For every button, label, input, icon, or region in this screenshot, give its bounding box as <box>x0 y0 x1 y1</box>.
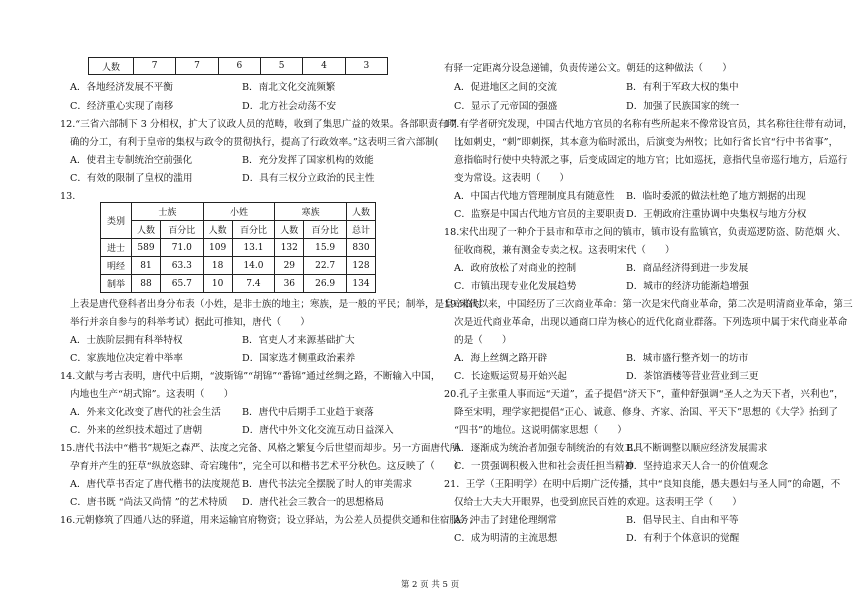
left-text-line: 16.元朝修筑了四通八达的驿道，用来运输官府物资；设立驿站，为公差人员提供交通和住宿服务； <box>60 515 479 526</box>
table-cell: 制举 <box>101 275 132 293</box>
table-cell: 109 <box>203 239 232 257</box>
right-text-line: 征收商税，兼有测金专卖之权。这表明宋代（ ） <box>454 245 675 256</box>
left-text-line: 内地也生产“胡式锦”。这表明（ ） <box>70 389 234 400</box>
right-text-line: C．市镇出现专业化发展趋势 <box>454 281 577 292</box>
left-text-line: D．唐代社会三教合一的思想格局 <box>242 497 385 508</box>
table-cell: 4 <box>303 58 345 75</box>
table-cell: 36 <box>275 275 304 293</box>
right-text-line: 变为常设。这表明（ ） <box>454 173 570 184</box>
table-cell: 18 <box>203 257 232 275</box>
left-text-line: C．唐书既 “尚法又尚情 ”的艺术特质 <box>70 497 228 508</box>
table-header-cell: 小姓 <box>203 203 275 221</box>
table-header-cell: 总计 <box>346 221 375 239</box>
right-text-line: 有驿一定距离分设急递铺，负责传递公文。朝廷的这种做法（ ） <box>444 63 732 74</box>
left-text-line: C．有效的限制了皇权的滥用 <box>70 173 193 184</box>
right-text-line: D．茶馆酒楼等营业营业到三更 <box>626 371 759 382</box>
left-text-line: C．家族地位决定着中举率 <box>70 353 183 364</box>
table-row <box>101 239 376 257</box>
table-cell: 88 <box>132 275 161 293</box>
table-cell: 81 <box>132 257 161 275</box>
left-text-line: A．外来文化改变了唐代的社会生活 <box>70 407 221 418</box>
table-cell: 132 <box>275 239 304 257</box>
table-cell: 589 <box>132 239 161 257</box>
table-cell: 明经 <box>101 257 132 275</box>
table-header-cell: 百分比 <box>232 221 275 239</box>
right-text-line: “四书”的地位。这说明儒家思想（ ） <box>454 425 627 436</box>
left-text-line: D．具有三权分立政治的民主性 <box>242 173 375 184</box>
left-text-line: 孕育并产生的狂草“纵放恣肆、奇宕瑰伟”，完全可以和楷书艺术平分秋色。这反映了（ ） <box>70 461 464 472</box>
right-text-line: 的是（ ） <box>454 335 512 346</box>
left-text-line: D．北方社会动荡不安 <box>242 101 337 112</box>
left-text-line: 12.“三省六部制下 3 分相权，扩大了议政人员的范畴，收到了集思广益的效果。各部职责有明 <box>60 119 457 130</box>
page-footer: 第 2 页 共 5 页 <box>400 580 460 590</box>
left-text-line: C．经济重心实现了南移 <box>70 101 174 112</box>
left-text-line: 15.唐代书法中“楷书”规矩之森严、法度之完备、风格之繁复今后世望而却步。另一方面唐代所 <box>60 443 460 454</box>
table-cell: 830 <box>346 239 375 257</box>
right-text-line: 次是近代商业革命，出现以通商口岸为核心的近代化商业群落。下列选项中属于宋代商业革命 <box>454 317 848 328</box>
right-text-line: 18.宋代出现了一种介于县市和草市之间的镇市，镇市设有监镇官，负责巡逻防盗、防范烟 火、 <box>444 227 847 238</box>
left-text-line: D．国家选才侧重政治素养 <box>242 353 356 364</box>
left-text-line: 13. <box>60 191 76 202</box>
table-cell: 71.0 <box>160 239 203 257</box>
right-text-line: 仅给士大夫大开眼界，也受到庶民百姓的欢迎。这表明王学（ ） <box>454 497 742 508</box>
table-header-cell: 类别 <box>101 203 132 239</box>
table-header-cell: 士族 <box>132 203 204 221</box>
table-cell: 5 <box>260 58 302 75</box>
table-header-cell: 人数 <box>203 221 232 239</box>
right-text-line: 19.宋代以来，中国经历了三次商业革命：第一次是宋代商业革命，第二次是明清商业革命，第三 <box>444 299 853 310</box>
table-header-cell: 百分比 <box>160 221 203 239</box>
table-cell: 10 <box>203 275 232 293</box>
right-text-line: 降至宋明，理学家把提倡“正心、诚意、修身、齐家、治国、平天下”思想的《大学》抬到了 <box>454 407 838 418</box>
left-text-line: B．官吏人才来源基础扩大 <box>242 335 355 346</box>
table-cell: 63.3 <box>160 257 203 275</box>
table-cell: 3 <box>345 58 387 75</box>
left-text-line: D．唐代中外文化交流互动日益深入 <box>242 425 394 436</box>
left-text-line: B．唐代中后期手工业趋于衰落 <box>242 407 374 418</box>
right-text-line: 17.有学者研究发现，中国古代地方官员的名称有些所起来不像常设官员，其名称往往带有动词， <box>444 119 853 130</box>
right-text-line: B．商品经济得到进一步发展 <box>626 263 749 274</box>
right-text-line: C．成为明清的主流思想 <box>454 533 558 544</box>
table-cell: 进士 <box>101 239 132 257</box>
left-text-line: 举行并亲自参与的科举考试）据此可推知，唐代（ ） <box>70 317 310 328</box>
table-cell: 22.7 <box>304 257 347 275</box>
right-text-line: A．冲击了封建伦理纲常 <box>454 515 557 526</box>
left-text-line: 上表是唐代登科者出身分布表（小姓，是非士族的地主；寒族，是一般的平民；制举，是皇帝临时 <box>70 299 483 310</box>
right-text-line: B．城市盛行整齐划一的坊市 <box>626 353 749 364</box>
right-text-line: A．促进地区之间的交流 <box>454 82 557 93</box>
right-text-line: A．海上丝绸之路开辟 <box>454 353 548 364</box>
table-header-cell: 人数 <box>275 221 304 239</box>
table-cell: 29 <box>275 257 304 275</box>
left-text-line: A．各地经济发展不平衡 <box>70 82 173 93</box>
left-text-line: A．使君主专制统治空前强化 <box>70 155 193 166</box>
right-text-line: B．不断调整以顺应经济发展需求 <box>626 443 768 454</box>
right-text-line: 21．王学（王阳明学）在明中后期广泛传播，其中“良知良能，愚夫愚妇与圣人同”的命题，不 <box>444 479 841 490</box>
right-text-line: 比如刺史，“刺”即刺探，其本意为临时派出，后演变为州牧；比如行省长官“行中书省事”， <box>454 137 839 148</box>
table-cell: 26.9 <box>304 275 347 293</box>
left-text-line: B．南北文化交流频繁 <box>242 82 336 93</box>
table-cell: 7 <box>176 58 218 75</box>
right-text-line: D．坚持追求天人合一的价值观念 <box>626 461 769 472</box>
right-text-line: D．有利于个体意识的觉醒 <box>626 533 740 544</box>
table-cell: 15.9 <box>304 239 347 257</box>
right-text-line: C．一贯强调积极入世和社会责任担当精神 <box>454 461 635 472</box>
right-text-line: A．中国古代地方管理制度具有随意性 <box>454 191 615 202</box>
right-text-line: A．政府放松了对商业的控制 <box>454 263 577 274</box>
table-header-cell: 人数 <box>132 221 161 239</box>
right-text-line: 20.孔子主张重人事而远“天道”，孟子提倡“济天下”，董仲舒强调“圣人之为天下者，兴利也”， <box>444 389 844 400</box>
table-cell: 14.0 <box>232 257 275 275</box>
table-cell: 13.1 <box>232 239 275 257</box>
right-text-line: B．有利于军政大权的集中 <box>626 82 739 93</box>
right-text-line: D．城市的经济功能渐趋增强 <box>626 281 749 292</box>
right-text-line: D．王朝政府注重协调中央集权与地方分权 <box>626 209 807 220</box>
right-text-line: 意指临时行使中央特派之事，后变成固定的地方官；比如巡抚，意指代皇帝巡行地方，后巡行 <box>454 155 848 166</box>
table-header-cell: 百分比 <box>304 221 347 239</box>
left-text-line: A．唐代草书否定了唐代楷书的法度规范 <box>70 479 241 490</box>
left-text-line: C．外来的丝织技术超过了唐朝 <box>70 425 203 436</box>
tang-exam-origin-table <box>100 202 376 293</box>
table-cell: 7.4 <box>232 275 275 293</box>
table-row <box>101 275 376 293</box>
right-text-line: C．长途贩运贸易开始兴起 <box>454 371 567 382</box>
table-cell: 7 <box>134 58 176 75</box>
right-text-line: A．逐渐成为统治者加强专制统治的有效工具 <box>454 443 644 454</box>
table-cell: 65.7 <box>160 275 203 293</box>
left-text-line: 确的分工，有利于皇帝的集权与政令的贯彻执行，提高了行政效率。”这表明三省六部制( ) <box>70 137 462 148</box>
right-text-line: D．加强了民族国家的统一 <box>626 101 740 112</box>
right-text-line: C．监察是中国古代地方官员的主要职责 <box>454 209 625 220</box>
right-text-line: B．倡导民主、自由和平等 <box>626 515 739 526</box>
table-label-cell: 人数 <box>89 58 134 75</box>
table-cell: 6 <box>218 58 260 75</box>
table-row <box>101 257 376 275</box>
right-text-line: C．显示了元帝国的强盛 <box>454 101 558 112</box>
table-cell: 134 <box>346 275 375 293</box>
left-text-line: B．充分发挥了国家机构的效能 <box>242 155 374 166</box>
population-table <box>88 57 388 75</box>
left-text-line: A．士族阶层拥有科举特权 <box>70 335 183 346</box>
left-text-line: B．唐代书法完全摆脱了时人的审美需求 <box>242 479 413 490</box>
right-text-line: B．临时委派的做法杜绝了地方割据的出现 <box>626 191 806 202</box>
left-text-line: 14.文献与考古表明，唐代中后期，“波斯锦”“胡锦”“番锦”通过丝绸之路，不断输入中国， <box>60 371 441 382</box>
table-header-cell: 寒族 <box>275 203 347 221</box>
table-header-cell: 人数 <box>346 203 375 221</box>
table-cell: 128 <box>346 257 375 275</box>
